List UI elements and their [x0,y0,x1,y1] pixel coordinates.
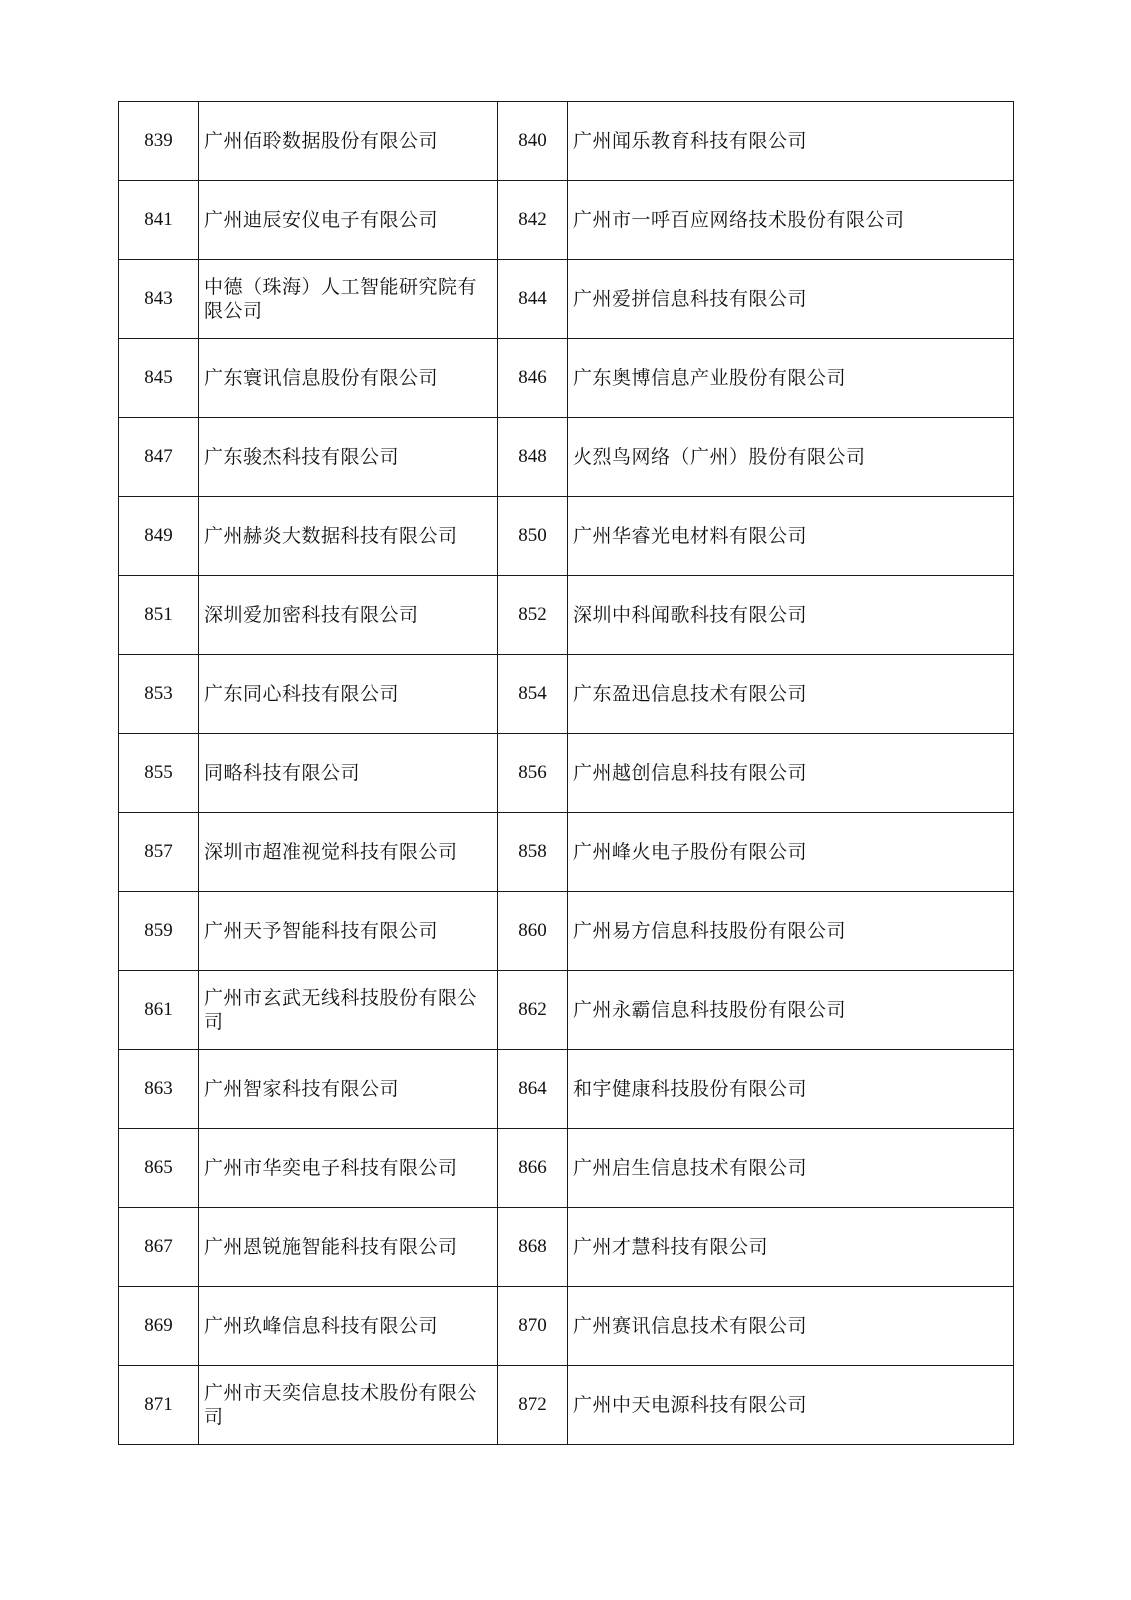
left-company-name: 广州市华奕电子科技有限公司 [199,1129,498,1208]
table-row [119,1050,1014,1129]
left-serial-number: 841 [119,181,199,260]
right-company-name: 广州闻乐教育科技有限公司 [568,102,1014,181]
right-serial-number: 866 [498,1129,568,1208]
left-serial-number: 855 [119,734,199,813]
company-list-table [118,101,1014,1445]
left-company-name: 广州赫炎大数据科技有限公司 [199,497,498,576]
table-row [119,102,1014,181]
right-serial-number: 844 [498,260,568,339]
right-serial-number: 854 [498,655,568,734]
right-serial-number: 840 [498,102,568,181]
left-company-name: 广州市玄武无线科技股份有限公司 [199,971,498,1050]
right-company-name: 广州易方信息科技股份有限公司 [568,892,1014,971]
left-serial-number: 863 [119,1050,199,1129]
right-company-name: 和宇健康科技股份有限公司 [568,1050,1014,1129]
left-serial-number: 853 [119,655,199,734]
table-row [119,1287,1014,1366]
right-company-name: 广州启生信息技术有限公司 [568,1129,1014,1208]
left-serial-number: 871 [119,1366,199,1445]
right-company-name: 广州赛讯信息技术有限公司 [568,1287,1014,1366]
right-serial-number: 842 [498,181,568,260]
left-serial-number: 843 [119,260,199,339]
table-row [119,181,1014,260]
table-row [119,260,1014,339]
table-row [119,1129,1014,1208]
left-company-name: 广东骏杰科技有限公司 [199,418,498,497]
left-company-name: 深圳爱加密科技有限公司 [199,576,498,655]
right-serial-number: 868 [498,1208,568,1287]
right-serial-number: 870 [498,1287,568,1366]
right-company-name: 广东盈迅信息技术有限公司 [568,655,1014,734]
right-company-name: 广州市一呼百应网络技术股份有限公司 [568,181,1014,260]
right-serial-number: 848 [498,418,568,497]
table-row [119,971,1014,1050]
right-serial-number: 846 [498,339,568,418]
left-company-name: 广州佰聆数据股份有限公司 [199,102,498,181]
table-row [119,813,1014,892]
right-company-name: 广州中天电源科技有限公司 [568,1366,1014,1445]
left-serial-number: 847 [119,418,199,497]
left-company-name: 广州恩锐施智能科技有限公司 [199,1208,498,1287]
company-list-body [119,102,1014,1445]
right-company-name: 广州爱拼信息科技有限公司 [568,260,1014,339]
table-row [119,892,1014,971]
right-company-name: 广东奥博信息产业股份有限公司 [568,339,1014,418]
right-company-name: 广州永霸信息科技股份有限公司 [568,971,1014,1050]
left-serial-number: 857 [119,813,199,892]
table-row [119,576,1014,655]
left-company-name: 深圳市超准视觉科技有限公司 [199,813,498,892]
right-serial-number: 872 [498,1366,568,1445]
left-serial-number: 851 [119,576,199,655]
left-company-name: 广州智家科技有限公司 [199,1050,498,1129]
right-serial-number: 860 [498,892,568,971]
left-serial-number: 861 [119,971,199,1050]
right-serial-number: 856 [498,734,568,813]
table-row [119,1366,1014,1445]
left-company-name: 广州迪辰安仪电子有限公司 [199,181,498,260]
table-row [119,655,1014,734]
left-company-name: 广东寰讯信息股份有限公司 [199,339,498,418]
right-company-name: 火烈鸟网络（广州）股份有限公司 [568,418,1014,497]
left-serial-number: 859 [119,892,199,971]
left-serial-number: 867 [119,1208,199,1287]
left-company-name: 广州玖峰信息科技有限公司 [199,1287,498,1366]
left-serial-number: 869 [119,1287,199,1366]
right-company-name: 深圳中科闻歌科技有限公司 [568,576,1014,655]
table-row [119,418,1014,497]
table-row [119,339,1014,418]
right-serial-number: 850 [498,497,568,576]
right-company-name: 广州才慧科技有限公司 [568,1208,1014,1287]
right-company-name: 广州越创信息科技有限公司 [568,734,1014,813]
left-serial-number: 849 [119,497,199,576]
table-row [119,497,1014,576]
left-company-name: 广东同心科技有限公司 [199,655,498,734]
right-serial-number: 852 [498,576,568,655]
left-serial-number: 839 [119,102,199,181]
left-serial-number: 865 [119,1129,199,1208]
left-company-name: 同略科技有限公司 [199,734,498,813]
left-company-name: 广州市天奕信息技术股份有限公司 [199,1366,498,1445]
table-row [119,1208,1014,1287]
left-company-name: 广州天予智能科技有限公司 [199,892,498,971]
left-company-name: 中德（珠海）人工智能研究院有限公司 [199,260,498,339]
right-serial-number: 858 [498,813,568,892]
right-serial-number: 864 [498,1050,568,1129]
table-row [119,734,1014,813]
left-serial-number: 845 [119,339,199,418]
right-serial-number: 862 [498,971,568,1050]
right-company-name: 广州峰火电子股份有限公司 [568,813,1014,892]
right-company-name: 广州华睿光电材料有限公司 [568,497,1014,576]
